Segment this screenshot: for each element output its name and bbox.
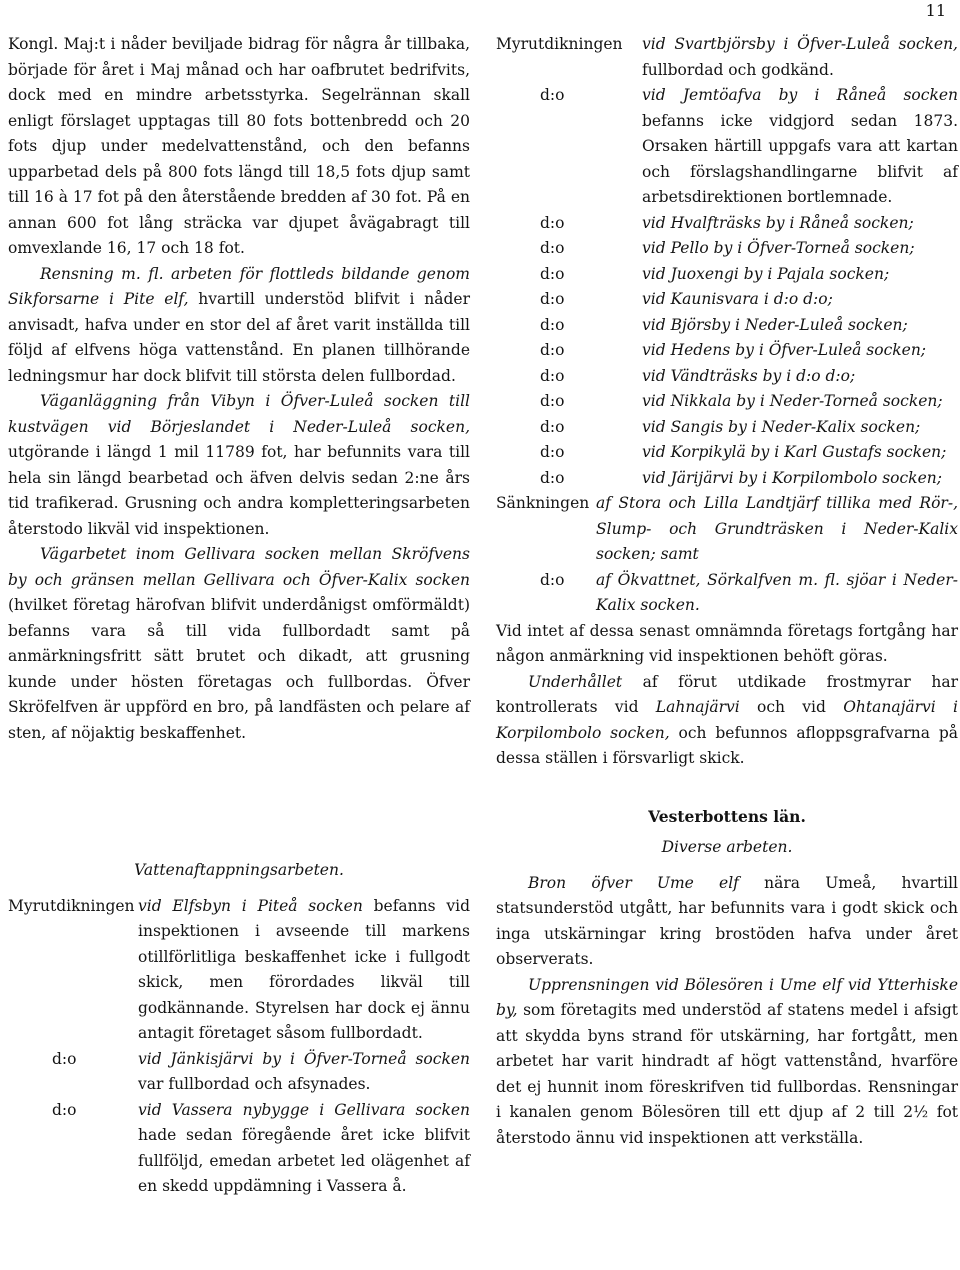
paragraph-segelrannan bbox=[8, 32, 470, 262]
entry-text bbox=[642, 83, 958, 211]
paragraph-bron bbox=[496, 871, 958, 973]
entry-rest: fullbordad och godkänd. bbox=[642, 60, 834, 79]
entry-italic: vid Jemtöafva by i Råneå socken bbox=[642, 86, 958, 104]
paragraph-italic-lead: Väganläggning från Vibyn i Öfver-Luleå socken till kustvägen vid Börjeslandet i Neder-Luleå socken, bbox=[8, 392, 470, 436]
entry-svartbjorsby bbox=[496, 32, 958, 83]
entry-label: d:o bbox=[540, 213, 565, 232]
entry-rest: befanns vid inspektionen i avseende till markens otillförlitliga beskaffenhet icke i fullgodt skick, men förordades likväl till godkännande. Styrelsen har dock ej ännu antagit företaget såsom fullbordadt. bbox=[138, 896, 470, 1042]
list-item bbox=[496, 287, 958, 313]
entry-label: d:o bbox=[540, 417, 565, 436]
entry-text bbox=[138, 1098, 470, 1200]
entry-text: vid Vändträsks by i d:o d:o; bbox=[642, 366, 856, 385]
entry-rest: befanns icke vidgjord sedan 1873. Orsaken härtill uppgafs vara att kartan och förslagshandlingarne blifvit af arbetsdirektionen bortlemnade. bbox=[642, 111, 958, 206]
paragraph-text: och vid bbox=[739, 698, 844, 716]
entry-text: vid Nikkala by i Neder-Torneå socken; bbox=[642, 392, 943, 410]
entry-italic: vid Elfsbyn i Piteå socken bbox=[138, 896, 363, 915]
list-item bbox=[496, 262, 958, 288]
entry-text: vid Hedens by i Öfver-Luleå socken; bbox=[642, 341, 927, 359]
entry-jankisjarvi bbox=[8, 1047, 470, 1098]
paragraph-italic: Ohtanajärvi i Korpilombolo socken, bbox=[496, 698, 958, 742]
entry-label: d:o bbox=[52, 1049, 77, 1068]
paragraph-text: af förut utdikade frostmyrar har kontrollerats vid bbox=[496, 672, 958, 716]
paragraph-text: som företagits med understöd af statens medel i afsigt att skydda byns strand för utskärning, har fortgått, men arbetet har varit hindradt af högt vattenstånd, hvarföre det ej hunnit inom föreskrifven tid fullbordas. Rensningar i kanalen genom Bölesören till ett djup af 2 till 2½ fot återstodo ännu vid inspektionen att verkställa. bbox=[496, 1001, 958, 1147]
entry-jemtoafva bbox=[496, 83, 958, 211]
entry-text bbox=[138, 894, 470, 1047]
paragraph-text: utgörande i längd 1 mil 11789 fot, har befunnits vara till hela sin längd bearbetad och äfven delvis sedan 2:ne års tid trafikerad. Grusning och andra kompletteringsarbeten återstodo likväl vid inspektionen. bbox=[8, 443, 470, 538]
entry-label: d:o bbox=[540, 86, 565, 104]
entry-text: vid Sangis by i Neder-Kalix socken; bbox=[642, 417, 921, 436]
entry-label: d:o bbox=[540, 290, 565, 308]
paragraph-upprensningen bbox=[496, 973, 958, 1152]
paragraph-italic-lead: Upprensningen vid Bölesören i Ume elf vid Ytterhiske by, bbox=[496, 975, 958, 1019]
paragraph-text: hvartill understöd blifvit i nåder anvisadt, hafva under en stor del af året varit inställda till följd af elfvens höga vattenstånd. En planen tillhörande ledningsmur har dock blifvit till största delen fullbordad. bbox=[8, 290, 471, 385]
entry-text: vid Kaunisvara i d:o d:o; bbox=[642, 290, 833, 308]
page-number: 11 bbox=[925, 1, 946, 20]
entry-sankningen bbox=[496, 491, 958, 568]
paragraph-underhallet bbox=[496, 670, 958, 772]
paragraph-italic-lead: Rensning m. fl. arbeten för flottleds bildande genom Sikforsarne i Pite elf, bbox=[8, 264, 470, 308]
entry-text: vid Korpikylä by i Karl Gustafs socken; bbox=[642, 443, 947, 461]
entry-label: Myrutdikningen bbox=[496, 35, 623, 53]
list-item bbox=[496, 389, 958, 415]
right-column bbox=[496, 32, 958, 1151]
list-item bbox=[496, 338, 958, 364]
entry-label: d:o bbox=[540, 264, 565, 283]
paragraph-italic-lead: Bron öfver Ume elf bbox=[528, 873, 739, 892]
entry-elfsbyn bbox=[8, 894, 470, 1047]
paragraph-vagarbetet bbox=[8, 542, 470, 746]
entry-label: d:o bbox=[52, 1100, 77, 1119]
left-column bbox=[8, 32, 470, 746]
entry-label: d:o bbox=[540, 315, 565, 334]
entry-label: d:o bbox=[540, 443, 565, 461]
list-item bbox=[496, 440, 958, 466]
entry-label: Sänkningen bbox=[496, 494, 590, 512]
entry-vassera bbox=[8, 1098, 470, 1200]
entry-rest: hade sedan föregående året icke blifvit fullföljd, emedan arbetet led olägenhet af en skedd uppdämning i Vassera å. bbox=[138, 1126, 470, 1195]
spacer bbox=[496, 772, 958, 796]
entry-text: vid Juoxengi by i Pajala socken; bbox=[642, 264, 890, 283]
paragraph-text: och befunnos afloppsgrafvarna på dessa ställen i försvarligt skick. bbox=[496, 723, 958, 767]
entry-text: af Ökvattnet, Sörkalfven m. fl. sjöar i Neder-Kalix socken. bbox=[596, 570, 958, 614]
entry-text: vid Björsby i Neder-Luleå socken; bbox=[642, 315, 908, 334]
paragraph-vid-intet: Vid intet af dessa senast omnämnda företags fortgång har någon anmärkning vid inspektionen behöft göras. bbox=[496, 621, 958, 665]
entry-text bbox=[642, 32, 958, 83]
entry-rest: var fullbordad och afsynades. bbox=[138, 1075, 371, 1093]
entry-italic: vid Vassera nybygge i Gellivara socken bbox=[138, 1100, 470, 1119]
entry-text: af Stora och Lilla Landtjärf tillika med Rör-, Slump- och Grundträsken i Neder-Kalix socken; samt bbox=[596, 494, 958, 563]
county-heading: Vesterbottens län. bbox=[648, 806, 806, 826]
entry-italic: vid Svartbjörsby i Öfver-Luleå socken, bbox=[642, 35, 958, 53]
list-item bbox=[496, 211, 958, 237]
list-item bbox=[496, 466, 958, 492]
entry-text bbox=[138, 1047, 470, 1098]
list-item bbox=[496, 415, 958, 441]
entry-label: Myrutdikningen bbox=[8, 896, 135, 915]
paragraph-text: Kongl. Maj:t i nåder beviljade bidrag för några år tillbaka, började för året i Maj månad och har oafbrutet bedrifvits, dock med en mindre arbetsstyrka. Segelrännan skall enligt förslaget upptagas till 80 fots bottenbredd och 20 fots djup under medelvattenstånd, och den befanns upparbetad dels på 800 fots längd till 18,5 fots djup samt till 16 à 17 fot på den återstående bredden af 30 fot. På en annan 600 fot lång sträcka var djupet åvägabragt till omvexlande 16, 17 och 18 fot. bbox=[8, 35, 470, 257]
paragraph-text: (hvilket företag härofvan blifvit underdånigst omförmäldt) befanns vara så till vida fullbordadt samt på anmärkningsfritt sätt brutet och dikadt, att grusning kunde under hösten företagas och fullbordas. Öfver Skröfelfven är uppförd en bro, på landfästen och pelare af sten, af nöjaktig beskaffenhet. bbox=[8, 596, 470, 742]
paragraph-text: nära Umeå, hvartill statsunderstöd utgått, har befunnits vara i godt skick och inga utskärningar kring brostöden hafva under året observerats. bbox=[496, 873, 959, 968]
paragraph-sikforsarne bbox=[8, 262, 470, 390]
entry-text: vid Pello by i Öfver-Torneå socken; bbox=[642, 239, 915, 257]
paragraph-italic-lead: Vägarbetet inom Gellivara socken mellan Skröfvens by och gränsen mellan Gellivara och Öfver-Kalix socken bbox=[8, 545, 470, 589]
left-column-lower bbox=[8, 852, 470, 1200]
sub-heading: Diverse arbeten. bbox=[661, 838, 793, 856]
entry-italic: vid Jänkisjärvi by i Öfver-Torneå socken bbox=[138, 1049, 470, 1068]
list-item bbox=[496, 364, 958, 390]
entry-text: vid Hvalfträsks by i Råneå socken; bbox=[642, 213, 914, 232]
section-title: Vattenaftappningsarbeten. bbox=[134, 861, 344, 879]
entry-label: d:o bbox=[540, 239, 565, 257]
list-item bbox=[496, 236, 958, 262]
entry-okvattnet bbox=[496, 568, 958, 619]
entry-label: d:o bbox=[540, 468, 565, 487]
entry-text: vid Järijärvi by i Korpilombolo socken; bbox=[642, 468, 942, 487]
entry-label: d:o bbox=[540, 366, 565, 385]
entry-label: d:o bbox=[540, 570, 565, 589]
paragraph-vaganlaggning bbox=[8, 389, 470, 542]
paragraph-italic-lead: Underhållet bbox=[528, 672, 623, 691]
entry-label: d:o bbox=[540, 341, 565, 359]
paragraph-italic: Lahnajärvi bbox=[655, 698, 740, 716]
list-item bbox=[496, 313, 958, 339]
entry-label: d:o bbox=[540, 392, 565, 410]
